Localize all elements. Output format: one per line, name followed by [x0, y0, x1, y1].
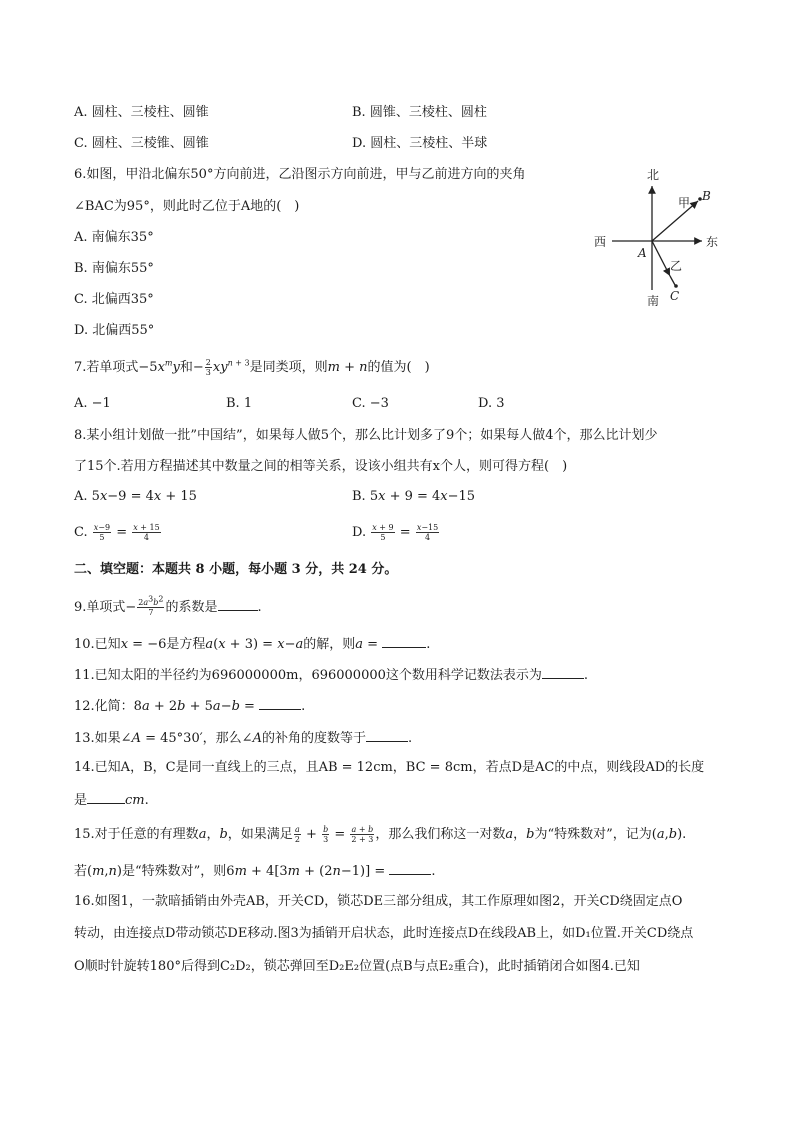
- q7-option-c: C. −3: [352, 396, 389, 411]
- q6-option-c: C. 北偏西35°: [74, 292, 154, 307]
- q8-stem-line1: 8.某小组计划做一批”中国结”，如果每人做5个，那么比计划多了9个；如果每人做4个，那么比计划少: [74, 428, 658, 443]
- q8-option-b: B. 5x + 9 = 4x−15: [352, 489, 476, 504]
- label-north: 北: [647, 168, 660, 182]
- q7-option-a: A. −1: [74, 396, 111, 411]
- q15-stem-line1: 15.对于任意的有理数a，b，如果满足 $\frac{a}{2}$ + $\frac{b}{3}$ = $\frac{a + b}{2 + 3}$ ，那么我们称这一对数a，b为“特殊数对”，记为(a,b).: [74, 825, 687, 844]
- q6-option-d: D. 北偏西55°: [74, 323, 155, 338]
- label-west: 西: [594, 235, 607, 249]
- label-south: 南: [647, 294, 660, 308]
- q12-stem: 12.化简：8a + 2b + 5a−b = .: [74, 695, 305, 717]
- q10-stem: 10.已知x = −6是方程a(x + 3) = x−a的解，则a = .: [74, 633, 430, 655]
- q15-stem-line2: 若(m,n)是“特殊数对”，则6m + 4[3m + (2n−1)] = .: [74, 860, 435, 882]
- q8-stem-line2: 了15个.若用方程描述其中数量之间的相等关系，设该小组共有x个人，则可得方程( ): [74, 459, 568, 474]
- q11-stem: 11.已知太阳的半径约为696000000m，696000000这个数用科学记数法表示为 .: [74, 664, 588, 686]
- q8-option-d: D. $\frac{x + 9}{5}$ = $\frac{x-15}{4}$: [352, 523, 439, 542]
- q5-option-d: D. 圆柱、三棱柱、半球: [352, 136, 488, 151]
- q6-option-a: A. 南偏东35°: [74, 230, 154, 245]
- label-point-b: B: [702, 189, 711, 203]
- q13-stem: 13.如果∠A = 45°30′，那么∠A的补角的度数等于 .: [74, 727, 412, 749]
- label-yi: 乙: [670, 259, 683, 273]
- q7-option-b: B. 1: [226, 396, 253, 411]
- q8-option-a: A. 5x−9 = 4x + 15: [74, 489, 197, 504]
- label-point-a: A: [638, 246, 647, 260]
- q9-stem: 9.单项式− $\frac{2a^3b^2}{7}$ 的系数是 .: [74, 594, 262, 617]
- q16-stem-line1: 16.如图1，一款暗插销由外壳AB，开关CD，锁芯DE三部分组成，其工作原理如图2，开关CD绕固定点O: [74, 894, 683, 909]
- q6-compass-figure: [590, 160, 730, 315]
- q14-stem-line2: 是 cm.: [74, 789, 149, 811]
- q5-option-a: A. 圆柱、三棱柱、圆锥: [74, 105, 209, 120]
- q6-option-b: B. 南偏东55°: [74, 261, 154, 276]
- q5-option-c: C. 圆柱、三棱锥、圆锥: [74, 136, 209, 151]
- q6-stem-line2: ∠BAC为95°，则此时乙位于A地的( ): [74, 199, 300, 214]
- label-jia: 甲: [678, 196, 691, 210]
- q5-option-b: B. 圆锥、三棱柱、圆柱: [352, 105, 487, 120]
- ray-ac: [652, 241, 670, 276]
- q16-stem-line3: O顺时针旋转180°后得到C₂D₂，锁芯弹回至D₂E₂位置(点B与点E₂重合)，此时插销闭合如图4.已知: [74, 959, 640, 974]
- q8-option-c: C. $\frac{x-9}{5}$ = $\frac{x + 15}{4}$: [74, 523, 160, 542]
- label-east: 东: [706, 235, 719, 249]
- label-point-c: C: [670, 289, 680, 303]
- q14-stem-line1: 14.已知A，B，C是同一直线上的三点，且AB = 12cm，BC = 8cm，若点D是AC的中点，则线段AD的长度: [74, 760, 705, 775]
- q7-stem: 7.若单项式$-5x^my$和− $\frac{2}{3}$ $xy^{n + 3}$是同类项，则m + n的值为( ): [74, 358, 430, 377]
- ray-ab: [652, 201, 698, 241]
- q7-option-d: D. 3: [478, 396, 505, 411]
- section2-title: 二、填空题：本题共 8 小题，每小题 3 分，共 24 分。: [74, 562, 398, 577]
- point-c-dot: [674, 284, 678, 288]
- q6-stem-line1: 6.如图，甲沿北偏东50°方向前进，乙沿图示方向前进，甲与乙前进方向的夹角: [74, 167, 526, 182]
- q16-stem-line2: 转动，由连接点D带动锁芯DE移动.图3为插销开启状态，此时连接点D在线段AB上，如D₁位置.开关CD绕点: [74, 926, 694, 941]
